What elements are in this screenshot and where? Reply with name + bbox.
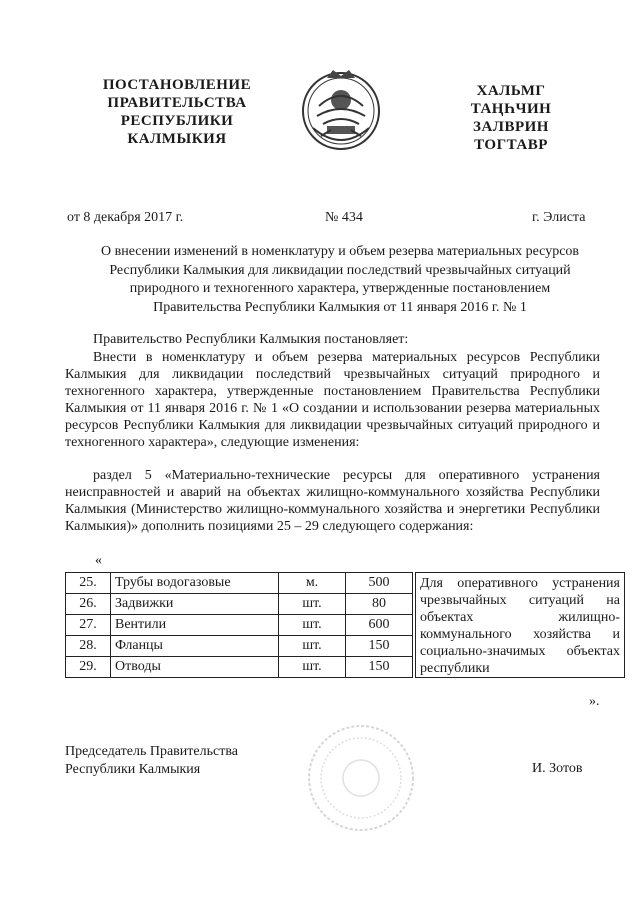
signature-position — [65, 743, 238, 779]
header-left — [102, 76, 252, 148]
seal-stamp — [305, 722, 417, 834]
open-quote: « — [95, 553, 102, 568]
item-unit: шт. — [279, 594, 346, 615]
item-quantity: 150 — [346, 636, 413, 657]
resolution-paragraph-section: раздел 5 «Материально-технические ресурсы для оперативного устранения неисправностей и аварий на объектах жилищно-коммунального хозяйства Республики Калмыкия (Министерство жилищно-коммунального хозяйства и энергетики Республики Калмыкия)» дополнить позициями 25 – 29 следующего содержания: — [65, 468, 600, 534]
header-left-line: КАЛМЫКИЯ — [127, 131, 227, 147]
title-line: О внесении изменений в номенклатуру и объем резерва материальных ресурсов — [100, 244, 580, 259]
decree-date: от 8 декабря 2017 г. — [67, 210, 184, 225]
row-number: 25. — [66, 573, 111, 594]
item-unit: м. — [279, 573, 346, 594]
item-unit: шт. — [279, 615, 346, 636]
item-name: Трубы водогазовые — [111, 573, 279, 594]
header-right-line: ЗАЛВРИН — [473, 119, 549, 135]
row-number: 26. — [66, 594, 111, 615]
coat-of-arms-emblem — [297, 66, 385, 154]
positions-table — [65, 572, 625, 678]
table-note: Для оперативного устранения чрезвычайных ситуаций на объектах жилищно-коммунального хозяйства и социально-значимых объектах республики — [416, 573, 625, 678]
header-right-line: ХАЛЬМГ — [476, 83, 546, 99]
item-quantity: 150 — [346, 657, 413, 678]
row-number: 28. — [66, 636, 111, 657]
signature-position-line: Председатель Правительства — [65, 744, 238, 759]
title-line: природного и техногенного характера, утвержденные постановлением — [129, 281, 551, 296]
item-quantity: 600 — [346, 615, 413, 636]
title-line: Правительства Республики Калмыкия от 11 января 2016 г. № 1 — [153, 299, 527, 315]
decree-number: № 434 — [325, 210, 363, 225]
item-name: Вентили — [111, 615, 279, 636]
table-row — [66, 573, 625, 594]
title-line: Республики Калмыкия для ликвидации последствий чрезвычайных ситуаций — [109, 262, 571, 278]
item-quantity: 80 — [346, 594, 413, 615]
item-name: Отводы — [111, 657, 279, 678]
header-left-line: РЕСПУБЛИКИ — [120, 113, 234, 129]
header-right-line: ТОГТАВР — [474, 137, 548, 153]
document-title — [60, 243, 620, 317]
item-quantity: 500 — [346, 573, 413, 594]
header-right — [456, 82, 566, 154]
header-left-line: ПОСТАНОВЛЕНИЕ — [102, 77, 252, 93]
item-name: Фланцы — [111, 636, 279, 657]
header-right-line: ТАҢҺЧИН — [470, 101, 552, 117]
close-quote: ». — [589, 694, 600, 709]
resolution-intro: Правительство Республики Калмыкия постановляет: — [93, 332, 409, 347]
header-left-line: ПРАВИТЕЛЬСТВА — [107, 95, 247, 111]
item-name: Задвижки — [111, 594, 279, 615]
decree-place: г. Элиста — [532, 210, 586, 225]
row-number: 29. — [66, 657, 111, 678]
resolution-paragraph-main: Внести в номенклатуру и объем резерва материальных ресурсов Республики Калмыкия для ликвидации последствий чрезвычайных ситуаций природного и техногенного характера, утвержденные постановлением Правительства Республики Калмыкия от 11 января 2016 г. № 1 «О создании и использовании резерва материальных ресурсов Республики Калмыкия для ликвидации чрезвычайных ситуаций природного и техногенного характера», следующие изменения: — [65, 350, 600, 450]
signature-position-line: Республики Калмыкия — [65, 762, 201, 777]
item-unit: шт. — [279, 657, 346, 678]
item-unit: шт. — [279, 636, 346, 657]
row-number: 27. — [66, 615, 111, 636]
signatory-name: И. Зотов — [532, 761, 583, 776]
